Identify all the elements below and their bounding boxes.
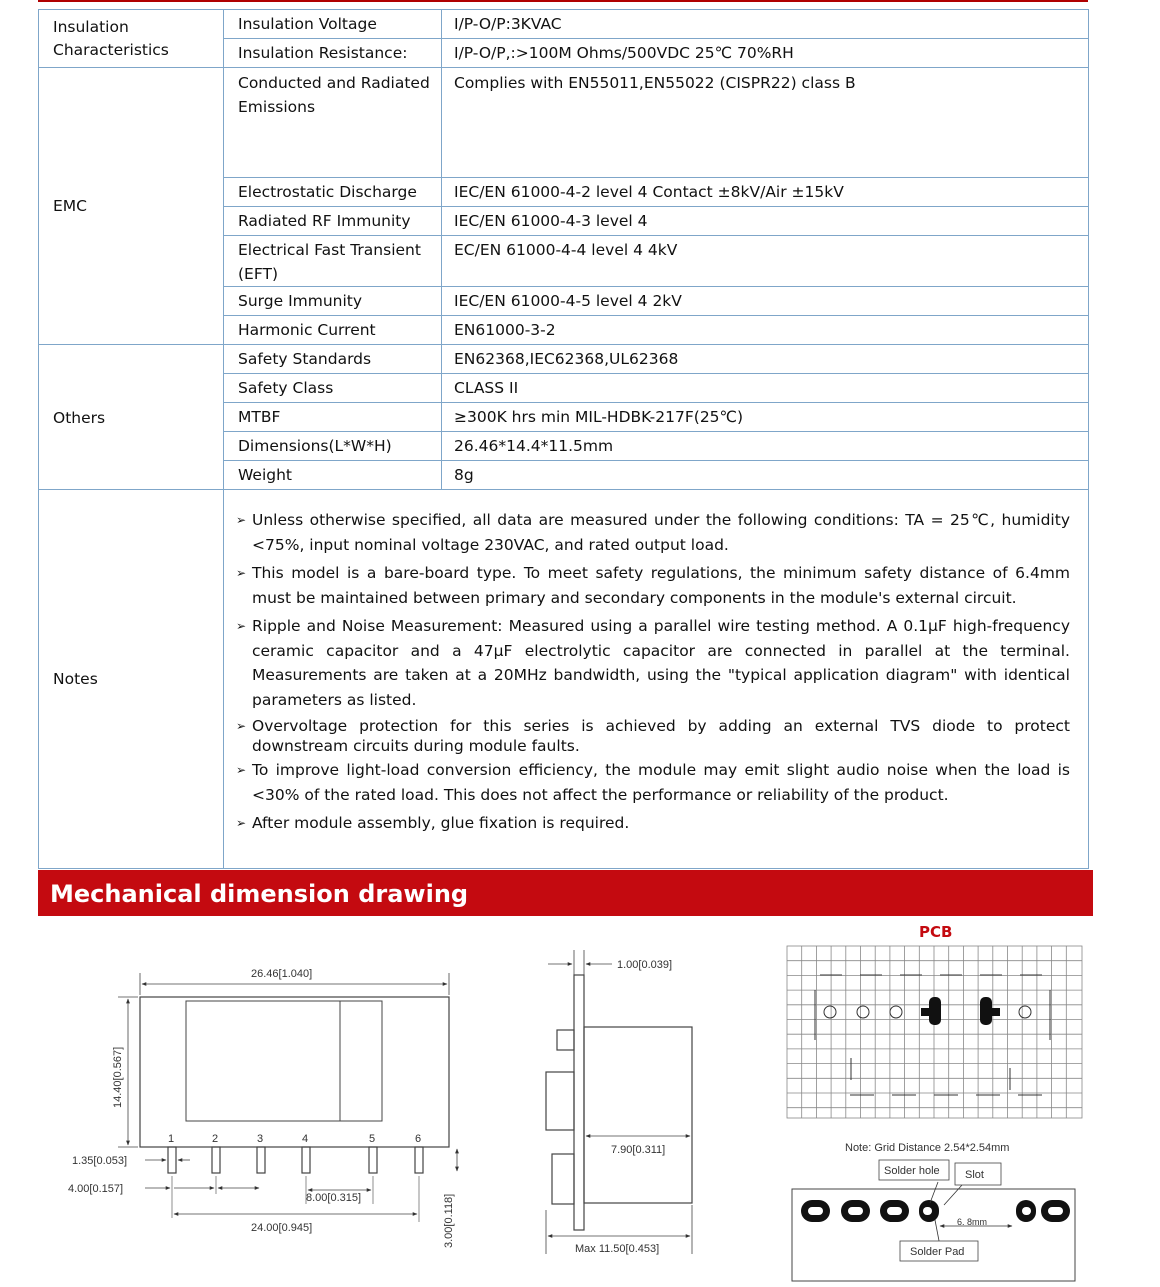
pcb-title: PCB xyxy=(919,923,953,941)
spec-key: Electrostatic Discharge xyxy=(224,178,442,207)
notes-cell xyxy=(224,490,1089,869)
spec-key: Weight xyxy=(224,461,442,490)
spec-value: EC/EN 61000-4-4 level 4 4kV xyxy=(442,236,1089,287)
section-heading: Mechanical dimension drawing xyxy=(38,870,1093,916)
spec-value: EN61000-3-2 xyxy=(442,316,1089,345)
spec-key: Harmonic Current xyxy=(224,316,442,345)
spec-table xyxy=(38,9,1089,869)
spec-value: EN62368,IEC62368,UL62368 xyxy=(442,345,1089,374)
pcb-grid xyxy=(787,946,1082,1118)
spec-value: 8g xyxy=(442,461,1089,490)
dim-depth: 7.90[0.311] xyxy=(611,1144,666,1156)
dim-pin-gap: 4.00[0.157] xyxy=(68,1183,124,1195)
pin-number: 3 xyxy=(257,1133,264,1145)
mechanical-drawing xyxy=(0,916,1160,1287)
pad-strip xyxy=(792,1182,1075,1281)
spec-key: Safety Standards xyxy=(224,345,442,374)
bullet-icon: ➢ xyxy=(236,566,247,580)
spec-value: ≥300K hrs min MIL-HDBK-217F(25℃) xyxy=(442,403,1089,432)
side-view xyxy=(546,950,692,1254)
dim-board: 1.00[0.039] xyxy=(617,959,673,971)
side-view-labels xyxy=(575,959,672,1255)
solder-hole-label: Solder hole xyxy=(884,1165,940,1177)
spec-key: Conducted and Radiated Emissions xyxy=(224,68,442,178)
transformer-outline xyxy=(186,1001,382,1121)
solder-pad-label: Solder Pad xyxy=(910,1246,965,1258)
bullet-icon: ➢ xyxy=(236,816,247,830)
spec-value: IEC/EN 61000-4-5 level 4 2kV xyxy=(442,287,1089,316)
category-insulation: Insulation Characteristics xyxy=(39,10,224,68)
dim-max-height: Max 11.50[0.453] xyxy=(575,1243,660,1255)
pin-number: 6 xyxy=(415,1133,422,1145)
spec-value: 26.46*14.4*11.5mm xyxy=(442,432,1089,461)
pin-number: 4 xyxy=(302,1133,309,1145)
spec-value: IEC/EN 61000-4-2 level 4 Contact ±8kV/Air ±15kV xyxy=(442,178,1089,207)
category-notes: Notes xyxy=(39,490,224,869)
slot-label: Slot xyxy=(965,1169,984,1181)
top-rule xyxy=(38,0,1088,2)
list-item: ➢ Ripple and Noise Measurement: Measured using a parallel wire testing method. A 0.1μF high-frequency ceramic capacitor and a 47μF electrolytic capacitor are connected in parallel at the terminal. Measurements are taken at a 20MHz bandwidth, using the "typical application diagram" with identical parameters as listed. xyxy=(224,614,1070,712)
slot-dimension: 6. 8mm xyxy=(957,1217,988,1227)
dim-length: 26.46[1.040] xyxy=(251,968,313,980)
pcb-footprint xyxy=(815,975,1050,1095)
spec-key: Electrical Fast Transient (EFT) xyxy=(224,236,442,287)
category-others: Others xyxy=(39,345,224,490)
dim-pin-length: 3.00[0.118] xyxy=(443,1193,455,1248)
transformer-side xyxy=(584,1027,692,1203)
dim-pin-offset: 1.35[0.053] xyxy=(72,1155,128,1167)
spec-key: Safety Class xyxy=(224,374,442,403)
spec-value: IEC/EN 61000-4-3 level 4 xyxy=(442,207,1089,236)
list-item: ➢ Overvoltage protection for this series is achieved by adding an external TVS diode to protect downstream circuits during module faults. xyxy=(236,717,1070,755)
dim-pin-span: 24.00[0.945] xyxy=(251,1222,313,1234)
pcb-note: Note: Grid Distance 2.54*2.54mm xyxy=(845,1142,1010,1154)
spec-value: I/P-O/P,:>100M Ohms/500VDC 25℃ 70%RH xyxy=(442,39,1089,68)
front-view-labels xyxy=(68,968,455,1248)
dim-pin-pitch: 8.00[0.315] xyxy=(306,1192,362,1204)
notes-list xyxy=(224,508,1070,836)
pins xyxy=(168,1147,423,1173)
bullet-icon: ➢ xyxy=(236,763,247,777)
board-edge xyxy=(574,975,584,1230)
list-item: ➢ After module assembly, glue fixation is required. xyxy=(224,811,1070,836)
list-item: ➢ Unless otherwise specified, all data are measured under the following conditions: TA = 25℃, humidity <75%, input nominal voltage 230VAC, and rated output load. xyxy=(224,508,1070,557)
list-item: ➢ To improve light-load conversion efficiency, the module may emit slight audio noise when the load is <30% of the rated load. This does not affect the performance or reliability of the product. xyxy=(224,758,1070,807)
bullet-icon: ➢ xyxy=(236,513,247,527)
pin-number: 2 xyxy=(212,1133,219,1145)
pin-number: 1 xyxy=(168,1133,175,1145)
front-view xyxy=(118,973,457,1222)
pin-number: 5 xyxy=(369,1133,376,1145)
bullet-icon: ➢ xyxy=(236,619,247,633)
spec-value: CLASS II xyxy=(442,374,1089,403)
spec-key: Insulation Voltage xyxy=(224,10,442,39)
spec-key: Surge Immunity xyxy=(224,287,442,316)
category-emc: EMC xyxy=(39,68,224,345)
spec-key: MTBF xyxy=(224,403,442,432)
spec-key: Dimensions(L*W*H) xyxy=(224,432,442,461)
spec-value: I/P-O/P:3KVAC xyxy=(442,10,1089,39)
spec-value: Complies with EN55011,EN55022 (CISPR22) class B xyxy=(442,68,1089,178)
dim-height: 14.40[0.567] xyxy=(112,1046,124,1108)
spec-key: Radiated RF Immunity xyxy=(224,207,442,236)
bullet-icon: ➢ xyxy=(236,719,247,733)
list-item: ➢ This model is a bare-board type. To meet safety regulations, the minimum safety distance of 6.4mm must be maintained between primary and secondary components in the module's external circuit. xyxy=(224,561,1070,610)
spec-key: Insulation Resistance: xyxy=(224,39,442,68)
